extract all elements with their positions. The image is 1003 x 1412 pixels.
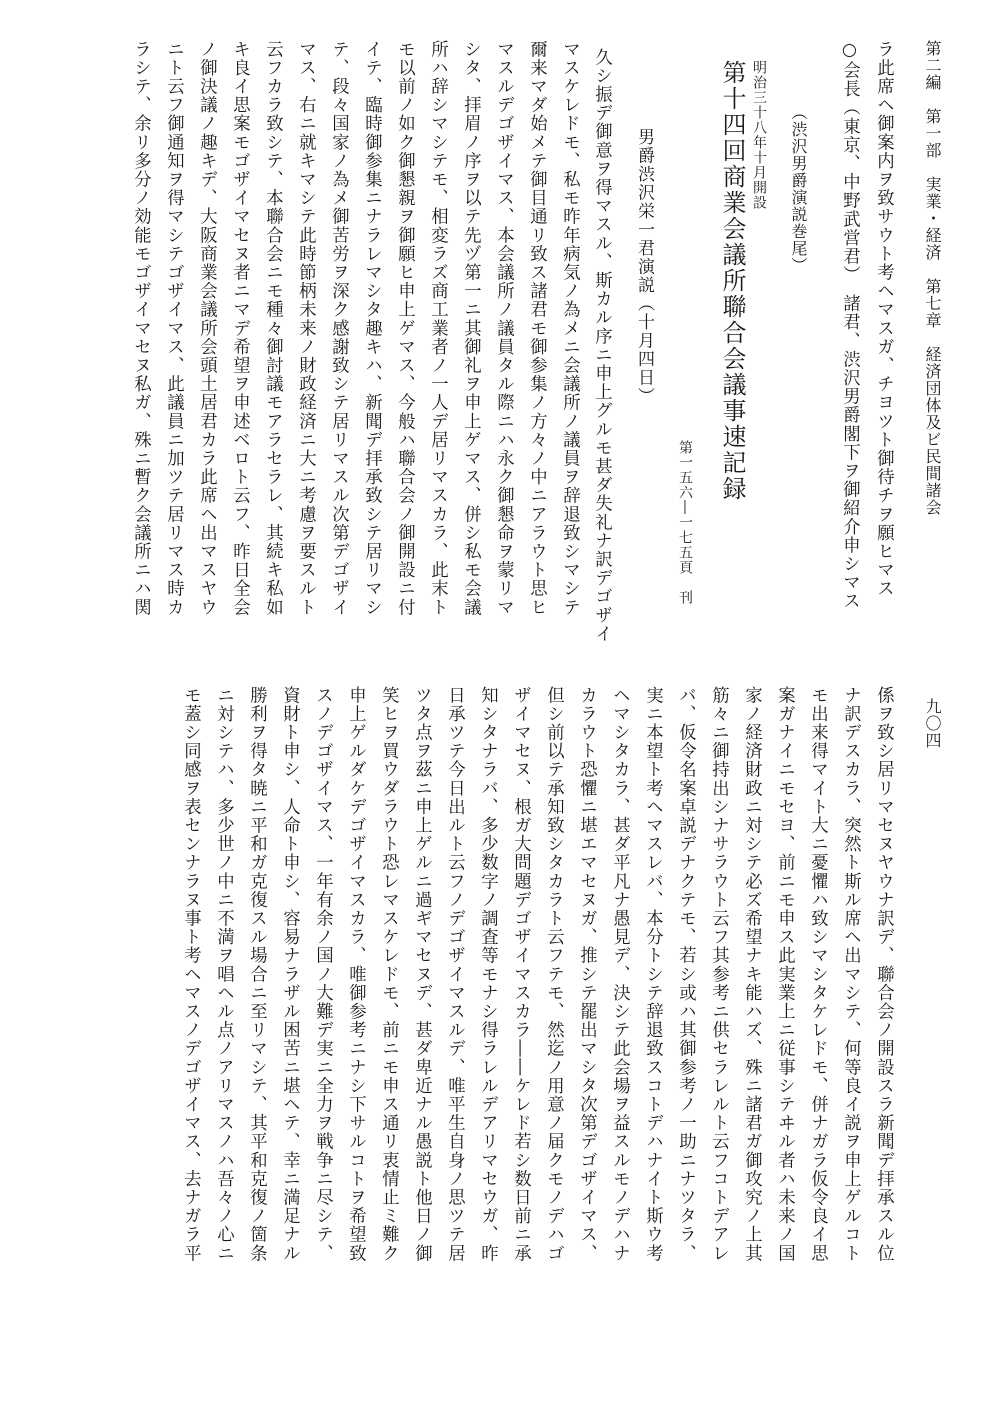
text-column: 爾来マダ始メテ御目通リ致ス諸君モ御参集ノ方々ノ中ニアラウト思ヒ xyxy=(526,40,547,617)
text-column: モ蓋シ同感ヲ表センナラヌ事ト考ヘマスノデゴザイマス、去ナガラ平 xyxy=(180,686,201,1263)
text-column: バ、仮令名案卓説デナクテモ、若シ或ハ其御参考ノ一助ニナツタラ、 xyxy=(675,686,696,1263)
text-column: キ良イ思案モゴザイマセヌ者ニマデ希望ヲ申述ベロト云フ、昨日全会 xyxy=(229,40,250,617)
text-column: 日承ツテ今日出ルト云フノデゴザイマスルデ、唯平生自身ノ思ツテ居 xyxy=(444,686,465,1263)
speech-heading: 男爵渋沢栄一君演説（十月四日） xyxy=(634,128,654,406)
date-line: 明治三十八年十月開設 xyxy=(751,60,767,210)
running-head: 第二編 第一部 実業・経済 第七章 経済団体及ビ民間諸会 xyxy=(923,40,942,516)
text-column: モ以前ノ如ク御懇親ヲ御願ヒ申上ゲマス、今般ハ聯合会ノ御開設ニ付 xyxy=(394,40,415,617)
text-column: 勝利ヲ得タ暁ニ平和ガ克復スル場合ニ至リマシテ、其平和克復ノ箇条 xyxy=(246,686,267,1263)
text-column: 申上ゲルダケデゴザイマスカラ、唯御参考ニナシ下サルコトヲ希望致 xyxy=(345,686,366,1263)
text-column: スノデゴザイマス、一年有余ノ国ノ大難デ実ニ全力ヲ戦争ニ尽シテ、 xyxy=(312,686,333,1263)
page-number: 九〇四 xyxy=(923,698,942,749)
text-column: 云フカラ致シテ、本聯合会ニモ種々御討議モアラセラレ、其続キ私如 xyxy=(262,40,283,617)
text-column: ナ訳デスカラ、突然ト斯ル席ヘ出マシテ、何等良イ説ヲ申上ゲルコト xyxy=(840,686,861,1263)
text-column: ○会長（東京、中野武営君） 諸君、渋沢男爵閣下ヲ御紹介申シマス xyxy=(839,40,860,611)
text-column: カラウト恐懼ニ堪エマセヌガ、推シテ罷出マシタ次第デゴザイマス、 xyxy=(576,686,597,1263)
text-column: ヘマシタカラ、甚ダ平凡ナ愚見デ、決シテ此会場ヲ益スルモノデハナ xyxy=(609,686,630,1263)
text-column: ラ此席ヘ御案内ヲ致サウト考ヘマスガ、チヨツト御待チヲ願ヒマス xyxy=(873,40,894,598)
text-column: ラシテ、余リ多分ノ効能モゴザイマセヌ私ガ、殊ニ暫ク会議所ニハ関 xyxy=(130,40,151,617)
text-column: ツタ点ヲ茲ニ申上ゲルニ過ギマセヌデ、甚ダ卑近ナル愚説ト他日ノ御 xyxy=(411,686,432,1263)
text-column: 案ガナイニモセヨ、前ニモ申ス此実業上ニ従事シテヰル者ハ未来ノ国 xyxy=(774,686,795,1263)
text-column: マス、右ニ就キマシテ此時節柄未来ノ財政経済ニ大ニ考慮ヲ要スルト xyxy=(295,40,316,617)
section-title: 第十四回商業会議所聯合会議事速記録 xyxy=(718,60,746,502)
text-column: マスケレドモ、私モ昨年病気ノ為メニ会議所ノ議員ヲ辞退致シマシテ xyxy=(559,40,580,617)
page-range: 第一五六―一七五頁 刊 xyxy=(677,440,693,605)
text-column: 所ハ辞シマシテモ、相変ラズ商工業者ノ一人デ居リマスカラ、此末ト xyxy=(427,40,448,617)
text-column: ニ対シテハ、多少世ノ中ニ不満ヲ唱ヘル点ノアリマスノハ吾々ノ心ニ xyxy=(213,686,234,1263)
text-column: 知シタナラバ、多少数字ノ調査等モナシ得ラレルデアリマセウガ、昨 xyxy=(477,686,498,1263)
text-column: 筋々ニ御持出シナサラウト云フ其参考ニ供セラレルト云フコトデアレ xyxy=(708,686,729,1263)
text-column: イテ、臨時御参集ニナラレマシタ趣キハ、新聞デ拝承致シテ居リマシ xyxy=(361,40,382,617)
text-column: マスルデゴザイマス、本会議所ノ議員タル際ニハ永ク御懇命ヲ蒙リマ xyxy=(493,40,514,617)
text-column: ノ御決議ノ趣キデ、大阪商業会議所会頭土居君カラ此席ヘ出マスヤウ xyxy=(196,40,217,617)
text-column: テ、段々国家ノ為メ御苦労ヲ深ク感謝致シテ居リマスル次第デゴザイ xyxy=(328,40,349,617)
text-column: 笑ヒヲ買ウダラウト恐レマスケレドモ、前ニモ申ス通リ衷情止ミ難ク xyxy=(378,686,399,1263)
text-column: シタ、拝眉ノ序ヲ以テ先ヅ第一ニ其御礼ヲ申上ゲマス、併シ私モ会議 xyxy=(460,40,481,617)
text-column-note: （渋沢男爵演説巻尾） xyxy=(789,104,808,274)
text-column: 家ノ経済財政ニ対シテ必ズ希望ナキ能ハズ、殊ニ諸君ガ御攻究ノ上其 xyxy=(741,686,762,1263)
text-column: 係ヲ致シ居リマセヌヤウナ訳デ、聯合会ノ開設スラ新聞デ拝承スル位 xyxy=(873,686,894,1263)
text-column: 久シ振デ御意ヲ得マスル、斯カル序ニ申上グルモ甚ダ失礼ナ訳デゴザイ xyxy=(591,48,612,644)
text-column: ニト云フ御通知ヲ得マシテゴザイマス、此議員ニ加ツテ居リマス時カ xyxy=(163,40,184,617)
text-column: 但シ前以テ承知致シタカラト云フテモ、然迄ノ用意ノ届クモノデハゴ xyxy=(543,686,564,1263)
text-column: モ出来得マイト大ニ憂懼ハ致シマシタケレドモ、併ナガラ仮令良イ思 xyxy=(807,686,828,1263)
text-column: 資財ト申シ、人命ト申シ、容易ナラザル困苦ニ堪ヘテ、幸ニ満足ナル xyxy=(279,686,300,1263)
text-column: ザイマセヌ、根ガ大問題デゴザイマスカラ――ケレド若シ数日前ニ承 xyxy=(510,686,531,1263)
text-column: 実ニ本望ト考ヘマスレバ、本分トシテ辞退致スコトデハナイト斯ウ考 xyxy=(642,686,663,1263)
